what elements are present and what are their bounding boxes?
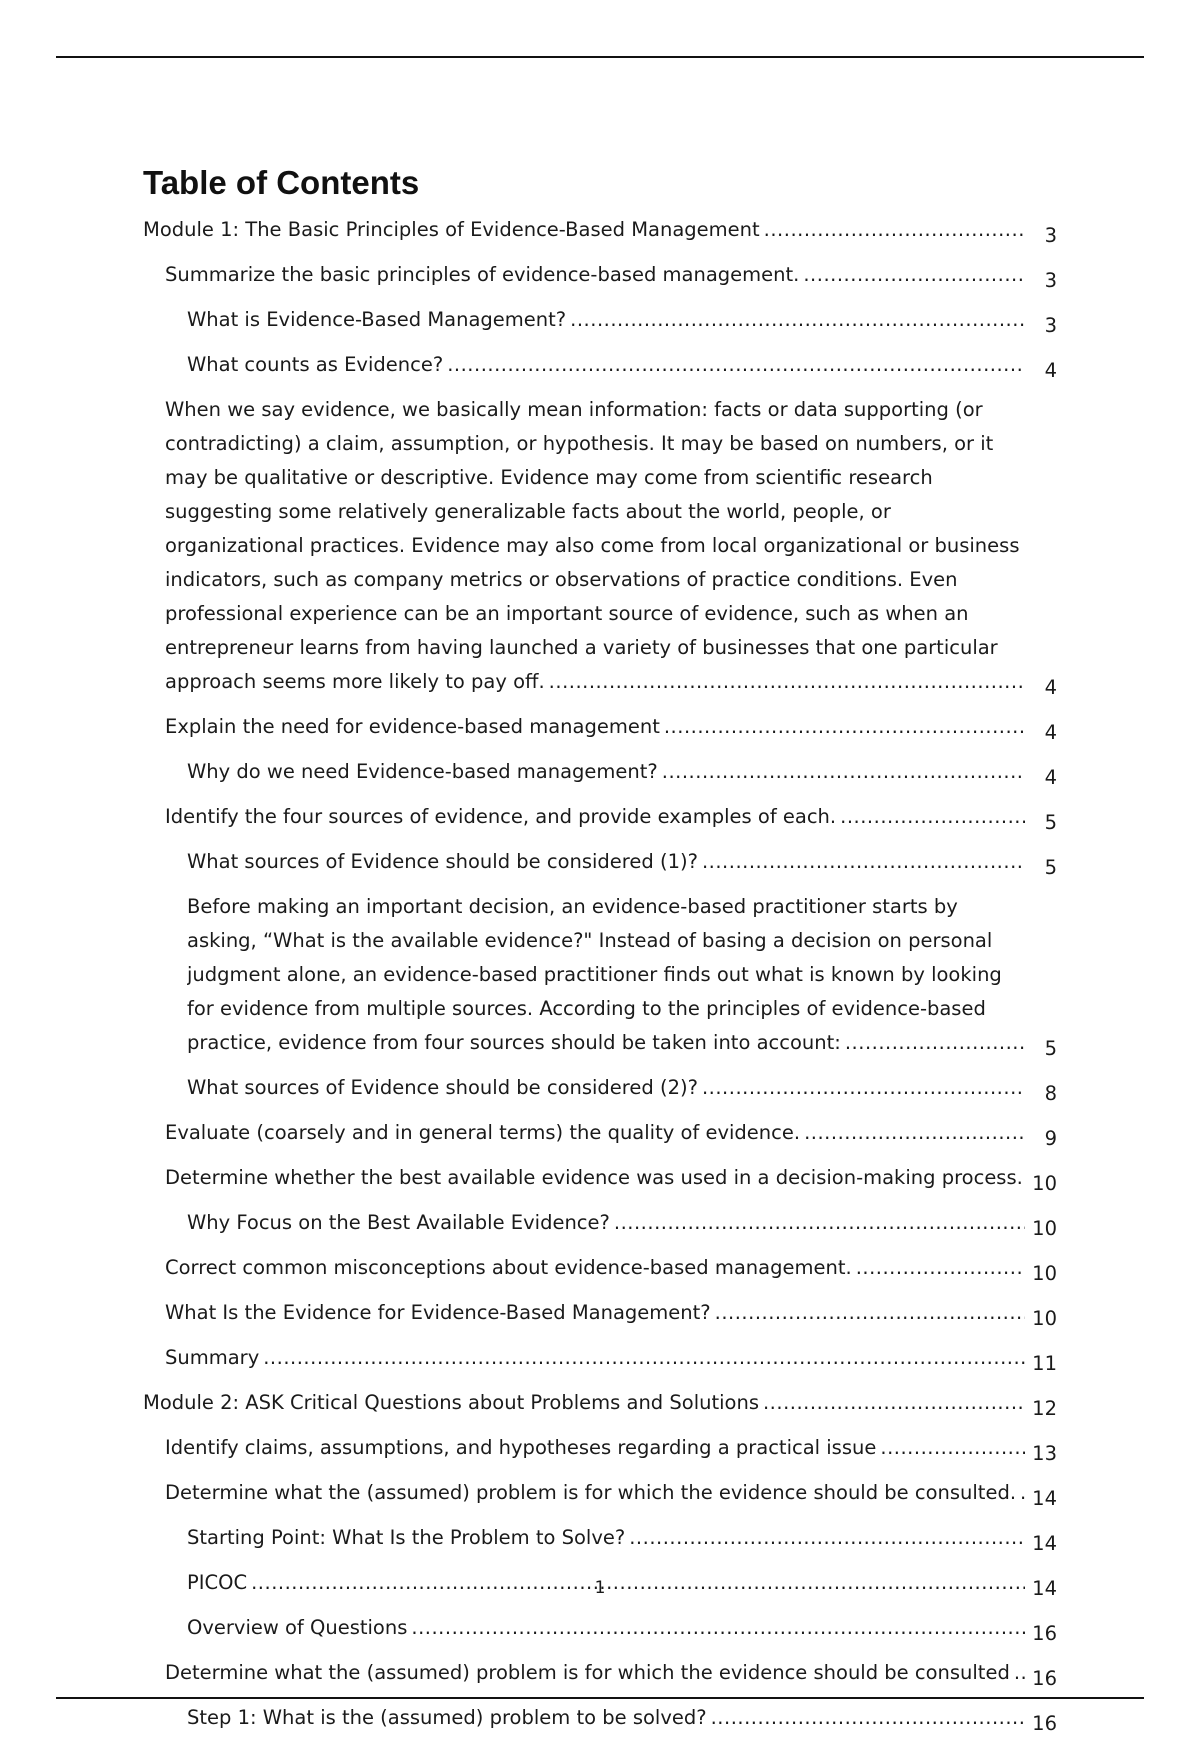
toc-entry-label: Identify claims, assumptions, and hypotheses regarding a practical issue	[165, 1436, 877, 1459]
toc-entry[interactable]	[165, 713, 1057, 747]
table-of-contents	[143, 216, 1057, 1749]
toc-entry-label: What is Evidence-Based Management?	[187, 308, 567, 331]
toc-entry[interactable]	[187, 1209, 1057, 1243]
toc-entry-page: 5	[1025, 809, 1057, 837]
toc-entry-page: 14	[1025, 1530, 1057, 1558]
page-title: Table of Contents	[143, 164, 420, 201]
toc-entry-page: 10	[1025, 1170, 1057, 1198]
toc-entry[interactable]	[187, 1074, 1057, 1108]
toc-entry-page: 5	[1025, 1035, 1057, 1063]
toc-entry-page: 9	[1025, 1125, 1057, 1153]
toc-entry-label: Before making an important decision, an evidence-based practitioner starts by asking, “What is the available evidence?" Instead of basing a decision on personal judgment alone, an evidence-based practitioner finds out what is known by looking for evidence from multiple sources. According to the principles of evidence-based practice, evidence from four sources should be taken into account:	[187, 895, 1002, 1054]
toc-entry-label: Explain the need for evidence-based management	[165, 715, 660, 738]
toc-entry[interactable]	[165, 261, 1057, 295]
toc-entry-label: What counts as Evidence?	[187, 353, 444, 376]
toc-entry-page: 16	[1025, 1620, 1057, 1648]
toc-entry[interactable]	[165, 803, 1057, 837]
page-number: 1	[594, 1578, 606, 1598]
toc-entry-page: 8	[1025, 1080, 1057, 1108]
toc-entry-page: 16	[1025, 1710, 1057, 1738]
toc-entry-label: Step 1: What is the (assumed) problem to be solved?	[187, 1706, 707, 1729]
toc-entry[interactable]	[165, 396, 1057, 702]
toc-entry-page: 13	[1025, 1440, 1057, 1468]
toc-entry-label: Determine what the (assumed) problem is for which the evidence should be consulted	[165, 1661, 1010, 1684]
toc-entry[interactable]	[187, 758, 1057, 792]
toc-entry[interactable]	[165, 1254, 1057, 1288]
toc-entry[interactable]	[165, 1164, 1057, 1198]
toc-entry-label: Summary	[165, 1346, 260, 1369]
toc-entry-label: Evaluate (coarsely and in general terms) the quality of evidence.	[165, 1121, 801, 1144]
toc-entry-label: Starting Point: What Is the Problem to Solve?	[187, 1526, 626, 1549]
toc-entry-page: 11	[1025, 1350, 1057, 1378]
toc-entry-page: 3	[1025, 312, 1057, 340]
toc-entry-page: 10	[1025, 1305, 1057, 1333]
toc-entry-label: Determine whether the best available evidence was used in a decision-making process.	[165, 1166, 1023, 1189]
toc-entry[interactable]	[187, 306, 1057, 340]
toc-entry[interactable]	[165, 1344, 1057, 1378]
toc-entry-page: 12	[1025, 1395, 1057, 1423]
toc-entry-label: When we say evidence, we basically mean information: facts or data supporting (or contradicting) a claim, assumption, or hypothesis. It may be based on numbers, or it may be qualitative or descriptive. Evidence may come from scientific research suggesting some relatively generalizable facts about the world, people, or organizational practices. Evidence may also come from local organizational or business indicators, such as company metrics or observations of practice conditions. Even professional experience can be an important source of evidence, such as when an entrepreneur learns from having launched a variety of businesses that one particular approach seems more likely to pay off.	[165, 398, 1020, 693]
toc-entry-label: Module 1: The Basic Principles of Evidence-Based Management	[143, 218, 760, 241]
toc-entry[interactable]	[187, 1614, 1057, 1648]
footer-rule	[56, 1697, 1144, 1699]
toc-entry-label: Why do we need Evidence-based management?	[187, 760, 658, 783]
toc-entry[interactable]	[187, 351, 1057, 385]
toc-entry[interactable]	[165, 1119, 1057, 1153]
toc-entry[interactable]	[143, 216, 1057, 250]
toc-entry-page: 10	[1025, 1260, 1057, 1288]
toc-entry-page: 3	[1025, 222, 1057, 250]
toc-entry-label: Why Focus on the Best Available Evidence?	[187, 1211, 610, 1234]
toc-entry[interactable]	[187, 848, 1057, 882]
toc-entry-page: 4	[1025, 719, 1057, 747]
toc-entry[interactable]	[165, 1479, 1057, 1513]
toc-entry-label: Identify the four sources of evidence, and provide examples of each.	[165, 805, 837, 828]
toc-entry[interactable]	[187, 1524, 1057, 1558]
toc-entry-page: 14	[1025, 1485, 1057, 1513]
toc-entry-label: What Is the Evidence for Evidence-Based Management?	[165, 1301, 711, 1324]
toc-entry-page: 10	[1025, 1215, 1057, 1243]
toc-entry-label: Summarize the basic principles of evidence-based management.	[165, 263, 800, 286]
toc-entry-label: Module 2: ASK Critical Questions about Problems and Solutions	[143, 1391, 759, 1414]
toc-entry[interactable]	[187, 1704, 1057, 1738]
toc-entry[interactable]	[187, 893, 1057, 1063]
toc-entry-label: PICOC	[187, 1571, 248, 1594]
toc-entry-label: Overview of Questions	[187, 1616, 408, 1639]
toc-entry-label: What sources of Evidence should be considered (2)?	[187, 1076, 698, 1099]
toc-entry-page: 4	[1025, 764, 1057, 792]
toc-entry[interactable]	[165, 1299, 1057, 1333]
toc-entry-page: 3	[1025, 267, 1057, 295]
toc-entry-label: Determine what the (assumed) problem is for which the evidence should be consulted.	[165, 1481, 1017, 1504]
toc-entry[interactable]	[165, 1659, 1057, 1693]
toc-entry[interactable]	[165, 1434, 1057, 1468]
toc-entry[interactable]	[143, 1389, 1057, 1423]
toc-entry-page: 5	[1025, 854, 1057, 882]
toc-entry-page: 4	[1025, 357, 1057, 385]
header-rule	[56, 56, 1144, 58]
toc-entry-label: What sources of Evidence should be considered (1)?	[187, 850, 698, 873]
toc-entry-label: Correct common misconceptions about evidence-based management.	[165, 1256, 852, 1279]
toc-entry-page: 14	[1025, 1575, 1057, 1603]
toc-entry-page: 16	[1025, 1665, 1057, 1693]
toc-entry-page: 4	[1025, 674, 1057, 702]
